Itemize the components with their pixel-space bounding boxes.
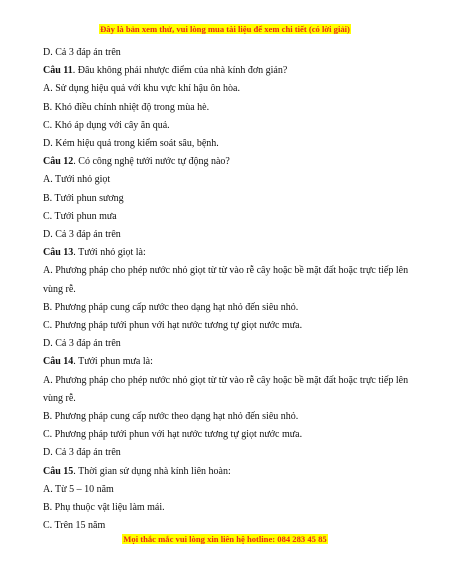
answer-option: A. Từ 5 – 10 năm	[43, 483, 114, 495]
hotline-banner-text: Mọi thắc mắc vui lòng xin liên hệ hotline: 084 283 45 85	[123, 534, 327, 544]
question-number: Câu 13	[43, 247, 74, 259]
answer-option: A. Phương pháp cho phép nước nhỏ giọt từ từ vào rễ cây hoặc bề mặt đất hoặc trực tiếp lên vùng rễ.	[43, 265, 409, 295]
answer-option: D. Cả 3 đáp án trên	[43, 229, 121, 241]
answer-option: C. Phương pháp tưới phun với hạt nước tương tự giọt nước mưa.	[43, 429, 303, 441]
preview-banner-text: Đây là bản xem thử, vui lòng mua tài liệu để xem chi tiết (có lời giải)	[100, 24, 350, 34]
answer-option: D. Cả 3 đáp án trên	[43, 338, 121, 350]
question-line	[43, 153, 415, 171]
question-line	[43, 353, 415, 371]
answer-option: D. Cả 3 đáp án trên	[43, 447, 121, 459]
answer-option: C. Tưới phun mưa	[43, 210, 117, 222]
question-number: Câu 12	[43, 156, 74, 168]
question-text: . Tưới nhỏ giọt là:	[73, 247, 146, 259]
question-line	[43, 244, 415, 262]
question-text: . Đâu không phải nhược điểm của nhà kính đơn giản?	[72, 65, 288, 77]
answer-option: A. Phương pháp cho phép nước nhỏ giọt từ từ vào rễ cây hoặc bề mặt đất hoặc trực tiếp lên vùng rễ.	[43, 374, 409, 404]
question-number: Câu 15	[43, 465, 74, 477]
question-line	[43, 62, 415, 80]
question-text: . Có công nghệ tưới nước tự động nào?	[73, 156, 230, 168]
answer-option: A. Tưới nhỏ giọt	[43, 174, 111, 186]
hotline-banner	[0, 534, 450, 544]
answer-option: B. Phương pháp cung cấp nước theo dạng hạt nhỏ đến siêu nhỏ.	[43, 301, 299, 313]
answer-option: D. Kém hiệu quả trong kiểm soát sâu, bệnh.	[43, 138, 219, 150]
question-number: Câu 11	[43, 65, 73, 77]
answer-option: D. Cả 3 đáp án trên	[43, 47, 121, 58]
answer-option: A. Sử dụng hiệu quả với khu vực khí hậu ôn hòa.	[43, 83, 240, 95]
answer-option: B. Tưới phun sương	[43, 192, 124, 204]
answer-option: B. Phụ thuộc vật liệu làm mái.	[43, 502, 165, 514]
answer-option: C. Trên 15 năm	[43, 520, 106, 532]
answer-option: C. Phương pháp tưới phun với hạt nước tương tự giọt nước mưa.	[43, 320, 303, 332]
answer-option: B. Khó điều chỉnh nhiệt độ trong mùa hè.	[43, 101, 210, 113]
question-line	[43, 463, 415, 481]
preview-banner	[0, 24, 450, 34]
question-number: Câu 14	[43, 356, 74, 368]
answer-option: B. Phương pháp cung cấp nước theo dạng hạt nhỏ đến siêu nhỏ.	[43, 411, 299, 423]
document-body	[43, 44, 415, 535]
answer-option: C. Khó áp dụng với cây ăn quả.	[43, 119, 170, 131]
question-text: . Thời gian sử dụng nhà kính liên hoàn:	[73, 465, 231, 477]
question-text: . Tưới phun mưa là:	[73, 356, 153, 368]
